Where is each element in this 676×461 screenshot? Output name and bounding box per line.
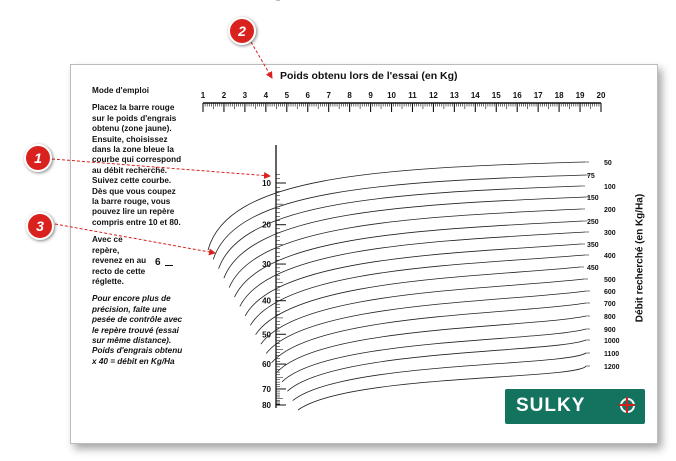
ruler-tick-label: 18 xyxy=(554,91,564,100)
left-axis-tick-label: 80 xyxy=(262,401,271,410)
ruler-tick-label: 20 xyxy=(596,91,606,100)
sulky-emblem-icon xyxy=(620,398,635,413)
curves xyxy=(208,160,620,410)
instructions-paragraph-2: Avec ce repère, revenez en au recto de cette réglette. xyxy=(92,235,147,286)
curve-label: 1000 xyxy=(604,338,620,345)
callout-badge-2: 2 xyxy=(228,17,256,45)
ruler-tick-label: 19 xyxy=(575,91,585,100)
curve-label: 200 xyxy=(604,207,616,214)
ruler-tick-label: 15 xyxy=(491,91,501,100)
curve-label: 400 xyxy=(604,253,616,260)
pointer-arrows xyxy=(52,42,272,253)
curve-label: 1200 xyxy=(604,364,620,371)
curve-label: 150 xyxy=(587,195,599,202)
curve-label: 50 xyxy=(604,160,612,167)
callout-badge-3: 3 xyxy=(26,212,54,240)
curve-line xyxy=(245,244,581,316)
curve-label: 800 xyxy=(604,314,616,321)
instructions-paragraph-1: Placez la barre rouge sur le poids d'engrais obtenu (zone jaune). Ensuite, choisissez dans la zone bleue la courbe qui correspond au débit recherché. Suivez cette courbe. Dès que vous coupez la barre rouge, vous pouvez lire un repère compris entre 10 et 80. xyxy=(92,103,182,227)
ruler-tick-label: 5 xyxy=(284,91,290,100)
curve-line xyxy=(229,209,581,288)
left-axis-tick-label: 10 xyxy=(262,179,271,188)
ruler-tick-label: 10 xyxy=(387,91,396,100)
curve-line xyxy=(219,186,581,269)
ruler-tick-label: 13 xyxy=(449,91,459,100)
ruler-tick-label: 3 xyxy=(242,91,248,100)
instructions-paragraph-3: Pour encore plus de précision, faite une pesée de contrôle avec le repère trouvé (essai sur même distance). Poids d'engrais obtenu x 40 = débit en Kg/Ha xyxy=(92,294,183,366)
curve-line xyxy=(224,197,586,278)
reference-number: 6 xyxy=(155,257,161,268)
ruler-tick-label: 1 xyxy=(200,91,206,100)
ruler-tick-label: 12 xyxy=(428,91,438,100)
ruler-tick-label: 16 xyxy=(512,91,522,100)
ruler-tick-label: 7 xyxy=(326,91,331,100)
curve-label: 900 xyxy=(604,327,616,334)
ruler-tick-label: 14 xyxy=(470,91,480,100)
sulky-logo xyxy=(505,389,645,424)
curve-line xyxy=(208,162,585,250)
ruler-title: Poids obtenu lors de l'essai (en Kg) xyxy=(280,70,458,82)
curve-label: 300 xyxy=(604,230,616,237)
left-axis-tick-label: 40 xyxy=(262,296,271,306)
curve-label: 700 xyxy=(604,301,616,308)
ruler-tick-label: 11 xyxy=(408,91,417,100)
brand-name: SULKY xyxy=(516,395,586,416)
left-axis-tick-label: 70 xyxy=(262,384,271,394)
arrow-3 xyxy=(55,224,215,253)
curve-label: 75 xyxy=(587,173,595,180)
curve-label: 600 xyxy=(604,289,616,296)
ruler-tick-label: 17 xyxy=(533,91,543,100)
ruler-tick-label: 4 xyxy=(263,91,269,100)
curve-label: 500 xyxy=(604,277,616,284)
left-axis-tick-label: 30 xyxy=(262,260,271,270)
ruler-tick-label: 6 xyxy=(305,91,310,100)
curve-label: 100 xyxy=(604,184,616,191)
arrow-2 xyxy=(251,42,272,78)
arrow-1 xyxy=(52,159,270,176)
right-axis-title: Débit recherché (en Kg/Ha) xyxy=(634,193,646,323)
ruler-tick-label: 8 xyxy=(347,91,352,100)
curve-label: 1100 xyxy=(604,351,620,358)
ruler-tick-label: 2 xyxy=(221,91,227,100)
left-axis-tick-label: 20 xyxy=(262,220,271,230)
ruler-tick-label: 9 xyxy=(368,91,373,100)
curve-label: 350 xyxy=(587,242,599,249)
curve-label: 450 xyxy=(587,265,599,272)
left-axis-tick-label: 50 xyxy=(262,330,271,340)
top-ruler xyxy=(201,91,606,112)
curve-label: 250 xyxy=(587,219,599,226)
callout-badge-1: 1 xyxy=(24,144,52,172)
left-axis-tick-label: 60 xyxy=(262,360,271,370)
instructions-heading: Mode d'emploi xyxy=(92,86,149,95)
